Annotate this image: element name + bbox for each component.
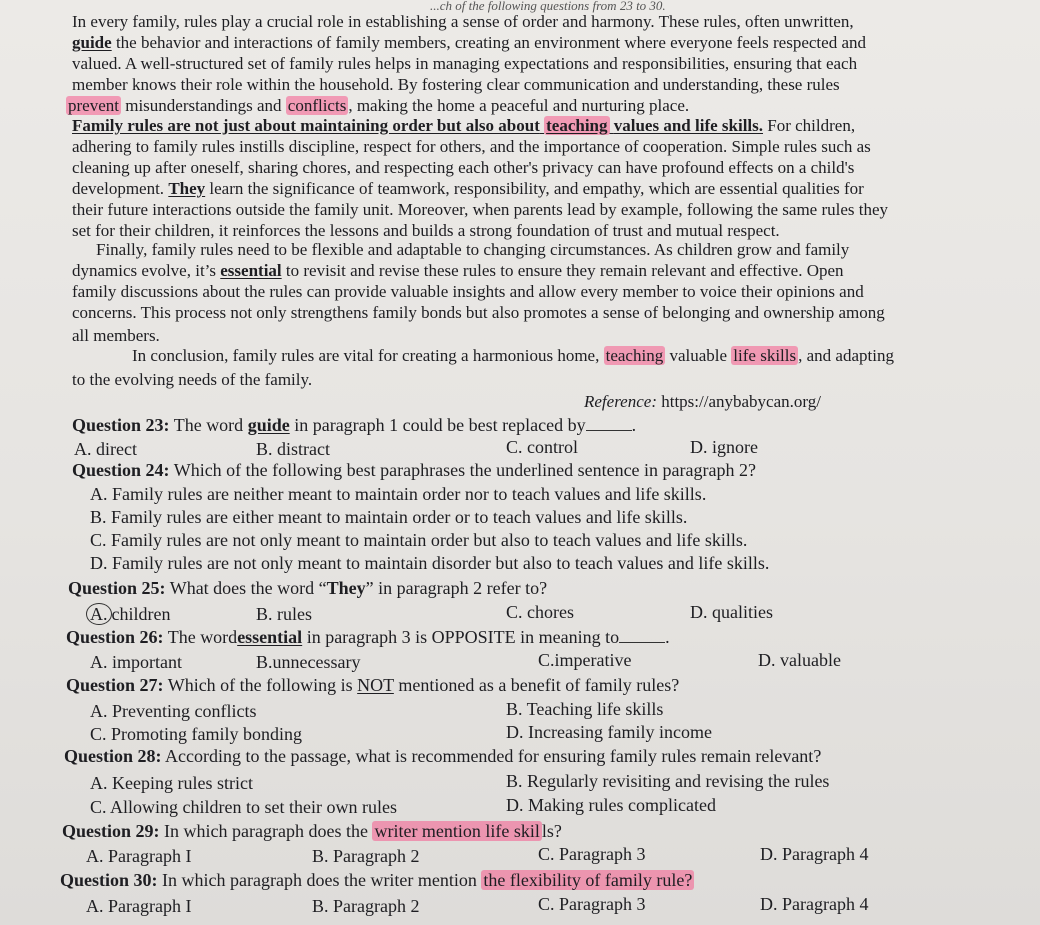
q27-option-d[interactable]: D. Increasing family income [506, 722, 712, 742]
question-28: Question 28: According to the passage, what is recommended for ensuring family rules remain relevant? [64, 746, 822, 766]
q25-option-c[interactable]: C. chores [506, 602, 574, 622]
q27-option-a[interactable]: A. Preventing conflicts [90, 701, 257, 721]
q23-option-b[interactable]: B. distract [256, 439, 330, 459]
q24-option-d[interactable]: D. Family rules are not only meant to maintain disorder but also to teach values and life skills. [90, 553, 770, 573]
p1-line-3: valued. A well-structured set of family rules helps in managing expectations and responsibilities, ensuring that each [72, 54, 858, 73]
p1-line-2: guide the behavior and interactions of family members, creating an environment where everyone feels respected and [72, 33, 866, 52]
q28-option-b[interactable]: B. Regularly revisiting and revising the rules [506, 771, 830, 791]
q24-option-a[interactable]: A. Family rules are neither meant to maintain order nor to teach values and life skills. [90, 484, 707, 504]
q25-option-a[interactable]: A. children [86, 604, 170, 624]
p1-line-1: In every family, rules play a crucial role in establishing a sense of order and harmony. These rules, often unwritten, [72, 12, 854, 31]
q26-option-c[interactable]: C.imperative [538, 650, 632, 670]
question-29: Question 29: In which paragraph does the writer mention life skil ls? [62, 821, 562, 841]
p3-line-3: family discussions about the rules can provide valuable insights and allow every member to voice their opinions and [72, 282, 864, 301]
p2-line-6: set for their children, it reinforces the lessons and builds a strong foundation of trust and mutual respect. [72, 221, 780, 240]
q29-option-c[interactable]: C. Paragraph 3 [538, 844, 646, 864]
q30-option-d[interactable]: D. Paragraph 4 [760, 894, 869, 914]
reference-line: Reference: https://anybabycan.org/ [584, 392, 821, 411]
p2-line-2: adhering to family rules instills discipline, respect for others, and the importance of cooperation. Simple rules such as [72, 137, 871, 156]
section-heading: ...ch of the following questions from 23 to 30. [430, 0, 666, 13]
p1-line-5: prevent misunderstandings and conflicts , making the home a peaceful and nurturing place. [68, 96, 690, 115]
question-23: Question 23: The word guide in paragraph 1 could be best replaced by . [72, 415, 637, 435]
word-they: They [168, 179, 206, 198]
q29-option-d[interactable]: D. Paragraph 4 [760, 844, 869, 864]
q23-option-a[interactable]: A. direct [74, 439, 137, 459]
highlight-q30: the flexibility of family rule? [483, 870, 693, 890]
q28-option-a[interactable]: A. Keeping rules strict [90, 773, 253, 793]
p4-line-1: In conclusion, family rules are vital for creating a harmonious home, teaching valuable life skills , and adapting [132, 346, 894, 365]
p4-line-2: to the evolving needs of the family. [72, 370, 313, 389]
p2-line-4: development. They learn the significance of teamwork, responsibility, and empathy, which are essential qualities for [72, 179, 864, 198]
highlight-conflicts: conflicts [287, 96, 347, 115]
highlight-teaching: teaching [605, 346, 664, 365]
q30-option-a[interactable]: A. Paragraph I [86, 896, 192, 916]
p3-line-1: Finally, family rules need to be flexible and adaptable to changing circumstances. As children grow and family [96, 240, 850, 259]
question-26: Question 26: The wordessential in paragraph 3 is OPPOSITE in meaning to . [66, 627, 670, 647]
q26-option-b[interactable]: B.unnecessary [256, 652, 361, 672]
q25-option-d[interactable]: D. qualities [690, 602, 773, 622]
question-30: Question 30: In which paragraph does the writer mention the flexibility of family rule? [60, 870, 693, 890]
q26-option-a[interactable]: A. important [90, 652, 182, 672]
highlight-q29: writer mention life skil [374, 821, 540, 841]
q30-option-c[interactable]: C. Paragraph 3 [538, 894, 646, 914]
p3-line-5: all members. [72, 326, 160, 345]
highlight-life-skills: life skills [733, 346, 797, 365]
q23-option-d[interactable]: D. ignore [690, 437, 758, 457]
q28-option-d[interactable]: D. Making rules complicated [506, 795, 716, 815]
question-27: Question 27: Which of the following is NOT mentioned as a benefit of family rules? [66, 675, 680, 695]
q27-option-b[interactable]: B. Teaching life skills [506, 699, 664, 719]
p3-line-2: dynamics evolve, it’s essential to revisit and revise these rules to ensure they remain relevant and effective. Open [72, 261, 844, 280]
q29-option-a[interactable]: A. Paragraph I [86, 846, 192, 866]
circled-answer-a: A. [86, 603, 112, 625]
highlight-prevent: prevent [68, 96, 119, 115]
word-guide: guide [72, 33, 112, 52]
p2-line-1: Family rules are not just about maintaining order but also about teaching values and life skills. For children, [72, 116, 856, 135]
p3-line-4: concerns. This process not only strengthens family bonds but also promotes a sense of belonging and ownership among [72, 303, 885, 322]
q30-option-b[interactable]: B. Paragraph 2 [312, 896, 420, 916]
question-24: Question 24: Which of the following best paraphrases the underlined sentence in paragraph 2? [72, 460, 756, 480]
underlined-sentence: Family rules are not just about maintaining order but also about teaching values and life skills. [72, 116, 764, 135]
q23-option-c[interactable]: C. control [506, 437, 578, 457]
q24-option-c[interactable]: C. Family rules are not only meant to maintain order but also to teach values and life skills. [90, 530, 748, 550]
q29-option-b[interactable]: B. Paragraph 2 [312, 846, 420, 866]
p2-line-3: cleaning up after oneself, sharing chores, and respecting each other's privacy can have profound effects on a child's [72, 158, 855, 177]
p2-line-5: their future interactions outside the family unit. Moreover, when parents lead by example, following the same rules they [72, 200, 889, 219]
q27-option-c[interactable]: C. Promoting family bonding [90, 724, 303, 744]
q24-option-b[interactable]: B. Family rules are either meant to maintain order or to teach values and life skills. [90, 507, 688, 527]
word-essential: essential [220, 261, 282, 280]
p1-line-4: member knows their role within the household. By fostering clear communication and understanding, these rules [72, 75, 840, 94]
q28-option-c[interactable]: C. Allowing children to set their own rules [90, 797, 397, 817]
question-25: Question 25: What does the word “They” in paragraph 2 refer to? [68, 578, 548, 598]
q25-option-b[interactable]: B. rules [256, 604, 312, 624]
q26-option-d[interactable]: D. valuable [758, 650, 841, 670]
